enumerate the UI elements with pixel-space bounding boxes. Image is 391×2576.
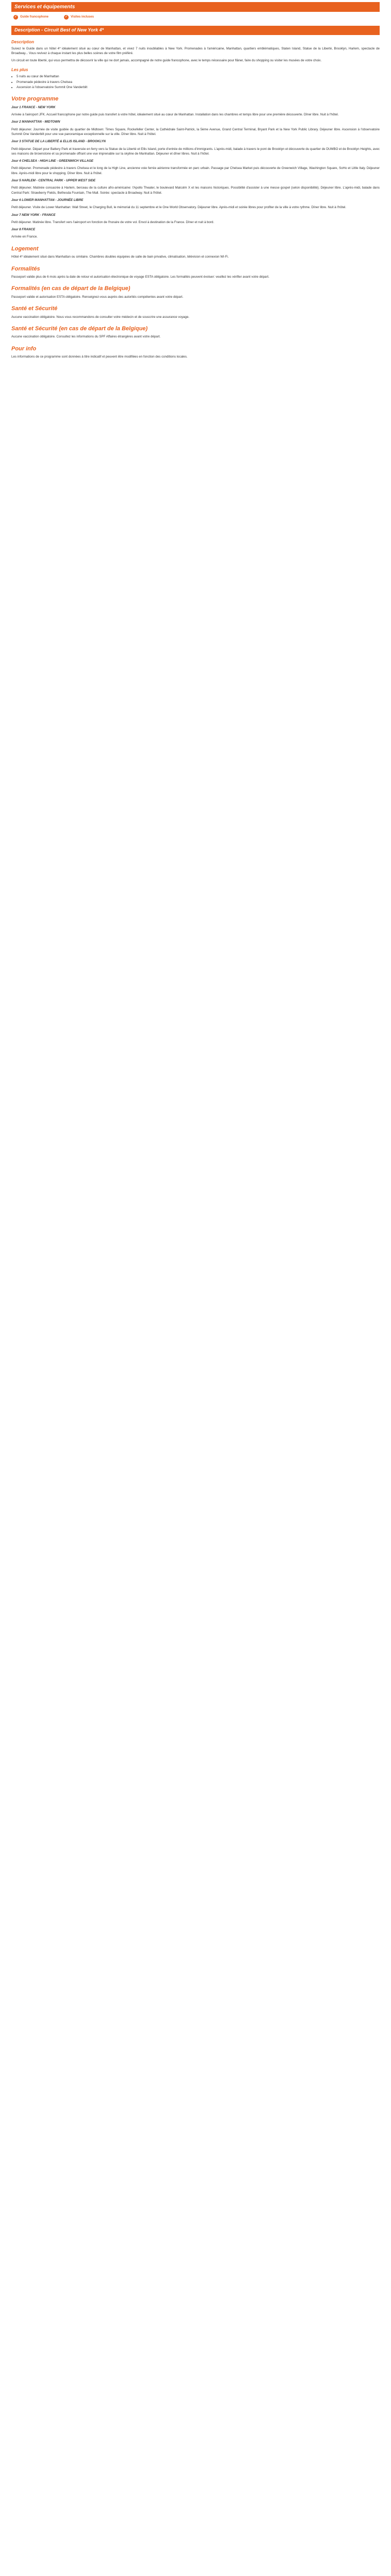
badge-label: Guide francophone — [20, 15, 49, 19]
day-text: Petit déjeuner. Matinée consacrée à Harlem, berceau de la culture afro-américaine: l'Apollo Theater, le boulevard Malcolm X et les maisons historiques. Possibilité d'assister à une messe gospel (selon disponibilité). Déjeuner libre. L'après-midi, balade dans Central Park: Strawberry Fields, Bethesda Fountain, The Mall. Soirée: spectacle à Broadway. Nuit à l'hôtel. — [11, 186, 380, 195]
check-icon: ✓ — [65, 15, 68, 19]
plus-title: Les plus — [11, 67, 28, 73]
day-block — [11, 159, 380, 176]
intro-paragraph: Un circuit en toute liberté, qui vous permettra de découvrir la ville qui ne dort jamais, accompagné de notre guide francophone, avec le temps nécessaire pour flâner, faire du shopping ou visiter les musées de votre choix. — [11, 59, 322, 63]
plus-item: • 5 nuits au cœur de Manhattan — [17, 74, 380, 79]
day-title: Jour 4 CHELSEA - HIGH LINE - GREENWICH VILLAGE — [11, 159, 93, 163]
info-text: Les informations de ce programme sont données à titre indicatif et peuvent être modifiées en fonction des conditions locales. — [11, 355, 188, 359]
badge-label: Visites incluses — [71, 15, 94, 19]
day-title: Jour 1 FRANCE - NEW YORK — [11, 105, 56, 109]
check-icon: ✓ — [14, 15, 18, 19]
plus-item: • Ascension à l'observatoire Summit One Vanderbilt — [17, 85, 380, 90]
fees-title: Formalités (en cas de départ de la Belgique) — [11, 285, 131, 292]
day-block — [11, 213, 380, 225]
day-title: Jour 7 NEW YORK - FRANCE — [11, 213, 56, 217]
intro-title: Description — [11, 39, 35, 44]
day-text: Petit déjeuner. Visite de Lower Manhattan: Wall Street, le Charging Bull, le mémorial du 11 septembre et le One World Observatory. Déjeuner libre. Après-midi et soirée libres pour profiter de la ville à votre rythme. Dîner libre. Nuit à l'hôtel. — [11, 206, 347, 210]
day-block — [11, 105, 380, 117]
page — [0, 0, 391, 372]
day-block — [11, 227, 380, 240]
day-text: Petit déjeuner. Promenade pédestre à travers Chelsea et le long de la High Line, ancienne voie ferrée aérienne transformée en parc urbain. Passage par Chelsea Market puis découverte de Greenwich Village, Washington Square, SoHo et Little Italy. Déjeuner libre. Après-midi libre pour le shopping. Dîner libre. Nuit à l'hôtel. — [11, 166, 380, 175]
day-block — [11, 120, 380, 137]
service-badges — [11, 14, 380, 21]
badge-visits — [64, 15, 94, 20]
day-block — [11, 139, 380, 156]
health-title: Santé et Sécurité — [11, 306, 58, 312]
day-title: Jour 8 FRANCE — [11, 228, 36, 232]
fees-text: Passeport valide et autorisation ESTA obligatoire. Renseignez-vous auprès des autorités compétentes avant votre départ. — [11, 295, 184, 299]
day-text: Petit déjeuner. Départ pour Battery Park et traversée en ferry vers la Statue de la Liberté et Ellis Island, porte d'entrée de millions d'immigrants. L'après-midi, balade à travers le pont de Brooklyn et découverte du quartier de DUMBO et de Brooklyn Heights, avec ses maisons de brownstone et sa promenade offrant une vue imprenable sur la skyline de Manhattan. Déjeuner et dîner libres. Nuit à l'hôtel. — [11, 147, 380, 156]
day-text: Petit déjeuner. Matinée libre. Transfert vers l'aéroport en fonction de l'horaire de votre vol. Envol à destination de la France. Dîner et nuit à bord. — [11, 220, 215, 224]
day-title: Jour 2 MANHATTAN - MIDTOWN — [11, 120, 60, 124]
services-banner: Services et équipements — [11, 2, 380, 12]
health-be-title: Santé et Sécurité (en cas de départ de la Belgique) — [11, 325, 148, 332]
health-text: Aucune vaccination obligatoire. Nous vous recommandons de consulter votre médecin et de souscrire une assurance voyage. — [11, 315, 189, 319]
lodging-text: Hôtel 4* idéalement situé dans Manhattan ou similaire. Chambres doubles équipées de salle de bain privative, climatisation, télévision et connexion Wi-Fi. — [11, 255, 229, 259]
day-text: Arrivée à l'aéroport JFK. Accueil francophone par notre guide puis transfert à votre hôtel, idéalement situé au cœur de Manhattan. Installation dans les chambres et temps libre pour une première découverte. Dîner libre. Nuit à l'hôtel. — [11, 113, 339, 117]
formalities-text: Passeport valide plus de 6 mois après la date de retour et autorisation électronique de voyage ESTA obligatoire. Les formalités peuvent évoluer: veuillez les vérifier avant votre départ. — [11, 275, 269, 279]
day-title: Jour 3 STATUE DE LA LIBERTÉ & ELLIS ISLAND - BROOKLYN — [11, 140, 106, 144]
day-block — [11, 198, 380, 210]
day-title: Jour 6 LOWER MANHATTAN - JOURNÉE LIBRE — [11, 198, 84, 202]
plus-item: • Promenade pédestre à travers Chelsea — [17, 80, 380, 84]
day-text: Arrivée en France. — [11, 235, 38, 239]
day-title: Jour 5 HARLEM - CENTRAL PARK - UPPER WEST SIDE — [11, 179, 96, 183]
health-be-text: Aucune vaccination obligatoire. Consultez les informations du SPF Affaires étrangères avant votre départ. — [11, 335, 161, 339]
badge-guide — [13, 15, 48, 20]
intro-paragraph: Suivez le Guide dans un hôtel 4* idéalement situé au cœur de Manhattan, et vivez 7 nuits inoubliables à New York. Promenades à l'américaine, Manhattan, quartiers emblématiques, Staten Island, Statue de la Liberté, Brooklyn, Harlem, spectacle de Broadway... Vous revivez à chaque instant les plus belles scènes de votre film préféré. — [11, 46, 380, 55]
formalities-title: Formalités — [11, 265, 40, 272]
description-bar: Description - Circuit Best of New York 4* — [11, 26, 380, 35]
info-title: Pour info — [11, 345, 37, 352]
day-block — [11, 178, 380, 195]
plus-list — [11, 74, 380, 90]
day-text: Petit déjeuner. Journée de visite guidée du quartier de Midtown: Times Square, Rockefeller Center, la Cathédrale Saint-Patrick, la 5ème Avenue, Grand Central Terminal, Bryant Park et la New York Public Library. Déjeuner libre. Ascension à l'observatoire Summit One Vanderbilt pour une vue panoramique exceptionnelle sur la ville. Dîner libre. Nuit à l'hôtel. — [11, 127, 380, 136]
program-title: Votre programme — [11, 96, 59, 103]
lodging-title: Logement — [11, 245, 39, 252]
